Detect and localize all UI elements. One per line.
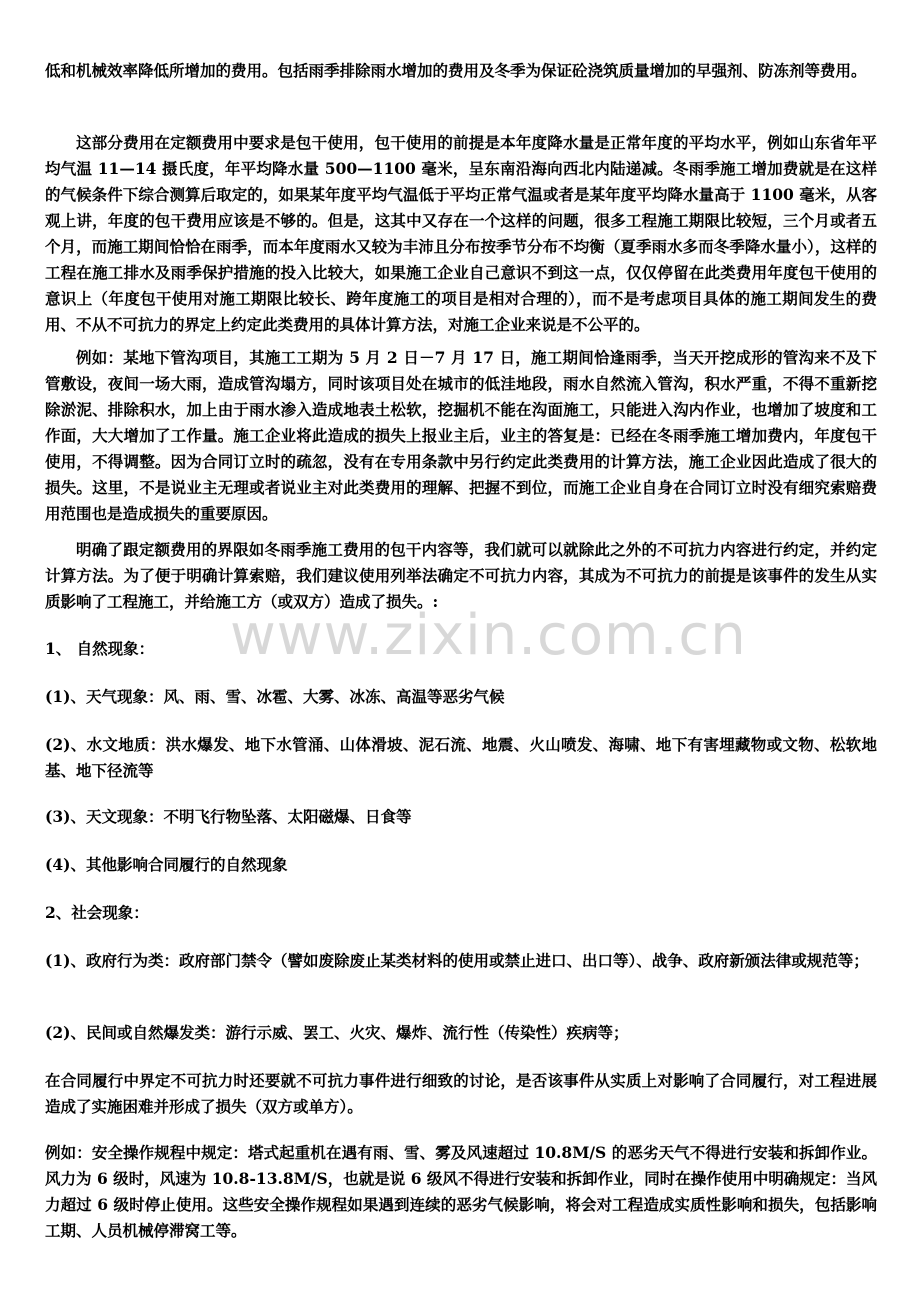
list-item-astronomy: (3)、天文现象：不明飞行物坠落、太阳磁爆、日食等 xyxy=(45,807,412,826)
paragraph-example-crane: 例如：安全操作规程中规定：塔式起重机在遇有雨、雪、雾及风速超过 10.8M/S 的恶劣天气不得进行安装和拆卸作业。风力为 6 级时，风速为 10.8-13.8M/S，也就是说 6 级风不得进行安装和拆卸作业，同时在操作使用中明确规定：当风力超过 6 级时停止使用。这些安全操作规程如果遇到连续的恶劣气候影响，将会对工程造成实质性影响和损失，包括影响工期、人员机械停滞窝工等。 xyxy=(45,1143,877,1240)
paragraph-continuation: 低和机械效率降低所增加的费用。包括雨季排除雨水增加的费用及冬季为保证砼浇筑质量增加的早强剂、防冻剂等费用。 xyxy=(45,61,867,80)
paragraph-force-majeure-scope: 明确了跟定额费用的界限如冬雨季施工费用的包干内容等，我们就可以就除此之外的不可抗力内容进行约定，并约定计算方法。为了便于明确计算索赔，我们建议使用列举法确定不可抗力内容，其成为不可抗力的前提是该事件的发生从实质影响了工程施工，并给施工方（或双方）造成了损失。: xyxy=(45,540,877,611)
paragraph-budget-explanation: 这部分费用在定额费用中要求是包干使用，包干使用的前提是本年度降水量是正常年度的平均水平，例如山东省年平均气温 11—14 摄氏度，年平均降水量 500—1100 毫米，呈东南沿海向西北内陆递减。冬雨季施工增加费就是在这样的气候条件下综合测算后取定的，如果某年度平均气温低于平均正常气温或者是某年度平均降水量高于 1100 毫米，从客观上讲，年度的包干费用应该是不够的。但是，这其中又存在一个这样的问题，很多工程施工期限比较短，三个月或者五个月，而施工期间恰恰在雨季，而本年度雨水又较为丰沛且分布按季节分布不均衡（夏季雨水多而冬季降水量小），这样的工程在施工排水及雨季保护措施的投入比较大，如果施工企业自己意识不到这一点，仅仅停留在此类费用年度包干使用的意识上（年度包干使用对施工期限比较长、跨年度施工的项目是相对合理的），而不是考虑项目具体的施工期间发生的费用、不从不可抗力的界定上约定此类费用的具体计算方法，对施工企业来说是不公平的。 xyxy=(45,133,877,334)
list-item-civil-outbreak: (2)、民间或自然爆发类：游行示威、罢工、火灾、爆炸、流行性（传染性）疾病等； xyxy=(45,1023,629,1042)
list-item-weather: (1)、天气现象：风、雨、雪、冰雹、大雾、冰冻、高温等恶劣气候 xyxy=(45,687,505,706)
heading-social-phenomena: 2、社会现象： xyxy=(45,903,149,922)
heading-natural-phenomena: 1、 自然现象： xyxy=(45,639,155,658)
paragraph-determination: 在合同履行中界定不可抗力时还要就不可抗力事件进行细致的讨论，是否该事件从实质上对影响了合同履行，对工程进展造成了实施困难并形成了损失（双方或单方）。 xyxy=(45,1071,877,1116)
list-item-hydrogeology: (2)、水文地质：洪水爆发、地下水管涌、山体滑坡、泥石流、地震、火山喷发、海啸、地下有害埋藏物或文物、松软地基、地下径流等 xyxy=(45,735,877,780)
watermark: www.zixin.com.cn xyxy=(230,603,747,668)
list-item-government: (1)、政府行为类：政府部门禁令（譬如废除废止某类材料的使用或禁止进口、出口等）、战争、政府新颁法律或规范等； xyxy=(45,951,869,970)
list-item-other-natural: (4)、其他影响合同履行的自然现象 xyxy=(45,855,288,874)
paragraph-example-pipe-trench: 例如：某地下管沟项目，其施工工期为 5 月 2 日－7 月 17 日，施工期间恰逢雨季，当天开挖成形的管沟来不及下管敷设，夜间一场大雨，造成管沟塌方，同时该项目处在城市的低洼地段，雨水自然流入管沟，积水严重，不得不重新挖除淤泥、排除积水，加上由于雨水渗入造成地表土松软，挖掘机不能在沟面施工，只能进入沟内作业，也增加了坡度和工作面，大大增加了工作量。施工企业将此造成的损失上报业主后，业主的答复是：已经在冬雨季施工增加费内，年度包干使用，不得调整。因为合同订立时的疏忽，没有在专用条款中另行约定此类费用的计算方法，施工企业因此造成了很大的损失。这里，不是说业主无理或者说业主对此类费用的理解、把握不到位，而施工企业自身在合同订立时没有细究索赔费用范围也是造成损失的重要原因。 xyxy=(45,348,877,523)
